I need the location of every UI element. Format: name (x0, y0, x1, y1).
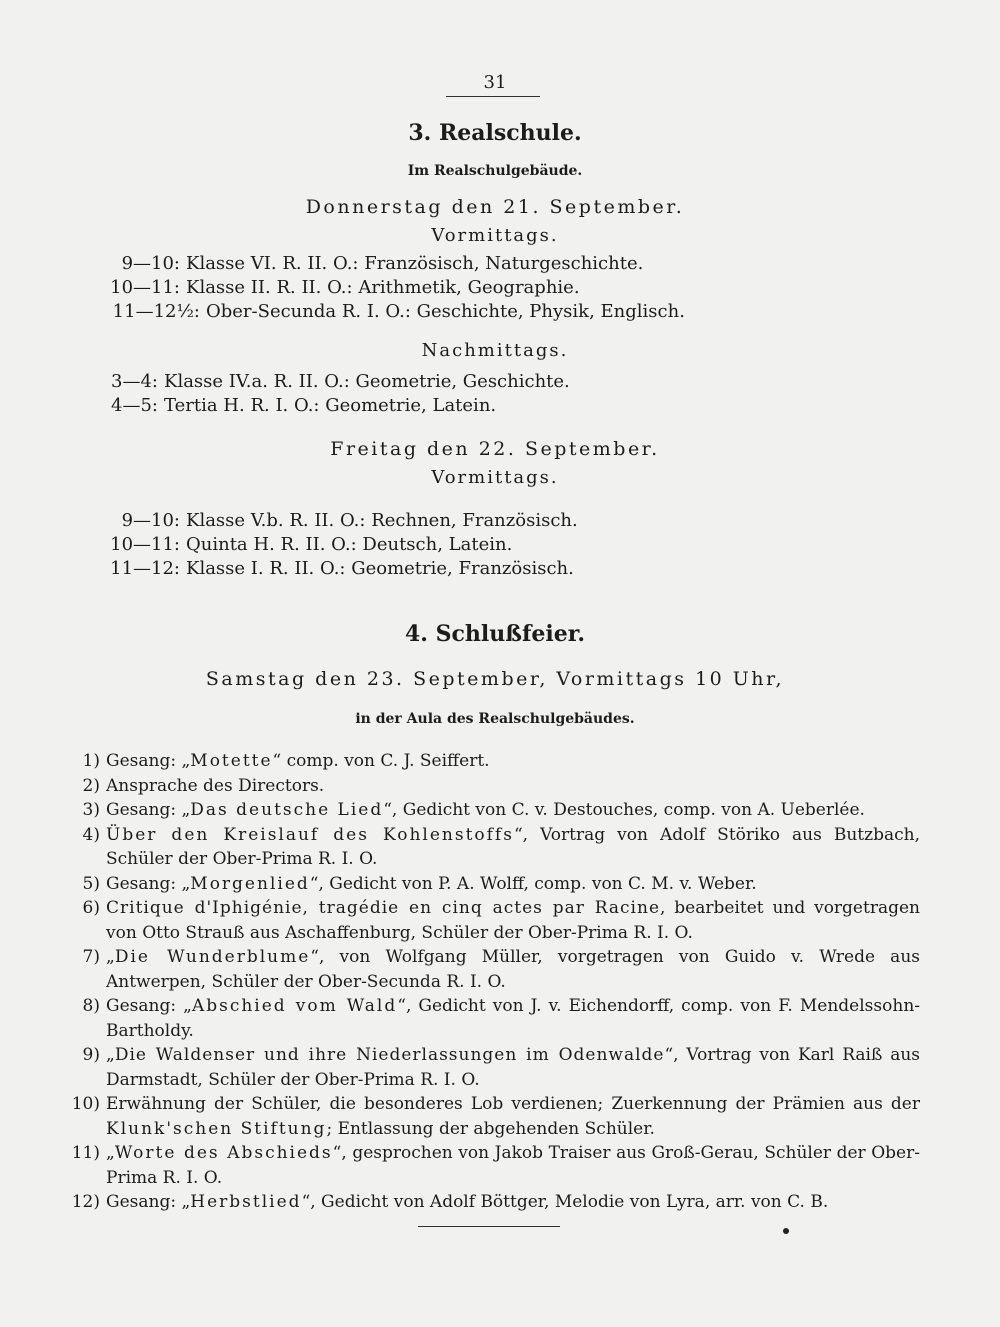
schedule-time: 4—5: (111, 395, 158, 416)
program-item (60, 994, 920, 1043)
program-item-number: 9) (82, 1045, 100, 1065)
program-item-title: Klunk'schen Stiftung (106, 1118, 327, 1139)
program-item (60, 798, 920, 823)
schedule-row (90, 558, 574, 579)
program-item (60, 872, 920, 897)
program-item (60, 1141, 920, 1190)
schedule-text: Quinta H. R. II. O.: Deutsch, Latein. (186, 534, 513, 555)
schlussfeier-location: in der Aula des Realschulgebäudes. (355, 711, 635, 727)
program-item (60, 1190, 920, 1215)
schedule-row (90, 301, 685, 322)
program-item-number: 8) (82, 996, 100, 1016)
program-item-title: Das deutsche Lied (190, 800, 384, 820)
schedule-text: Klasse IV.a. R. II. O.: Geometrie, Geschichte. (164, 371, 570, 392)
realschule-location: Im Realschulgebäude. (407, 163, 583, 179)
schedule-row (90, 534, 512, 555)
program-item-text: Gesang: „Das deutsche Lied“, Gedicht von C. v. Destouches, comp. von A. Ueberlée. (106, 800, 865, 820)
program-item-title: Die Waldenser und ihre Niederlassungen im Odenwalde (114, 1045, 665, 1065)
program-item (60, 1043, 920, 1092)
schedule-row (90, 510, 578, 531)
schedule-time: 3—4: (111, 371, 158, 392)
program-item-text: Gesang: „Abschied vom Wald“, Gedicht von J. v. Eichendorff, comp. von F. Mendelssohn-Bartholdy. (106, 996, 921, 1041)
schedule-time: 9—10: (121, 253, 180, 274)
footer-rule (418, 1226, 560, 1227)
program-item-number: 12) (71, 1192, 100, 1212)
program-item-title: Morgenlied (190, 873, 310, 894)
program-item-text: Gesang: „Morgenlied“, Gedicht von P. A. Wolff, comp. von C. M. v. Weber. (106, 873, 757, 894)
program-item-number: 3) (82, 800, 100, 820)
schedule-text: Klasse I. R. II. O.: Geometrie, Französisch. (186, 558, 574, 579)
day2-date: Freitag den 22. September. (330, 438, 660, 460)
program-item-title: Motette (190, 751, 273, 771)
program-item (60, 823, 920, 872)
section-heading-schlussfeier: 4. Schlußfeier. (404, 621, 586, 647)
program-item-number: 11) (71, 1143, 100, 1163)
program-item-text: Gesang: „Motette“ comp. von C. J. Seiffert. (106, 751, 490, 771)
schedule-row (90, 277, 580, 298)
program-item-number: 4) (82, 824, 100, 845)
program-item (60, 1092, 920, 1141)
program-item (60, 896, 920, 945)
ink-dot (783, 1228, 789, 1234)
schedule-time: 11—12½: (112, 301, 200, 322)
program-item-text: Ansprache des Directors. (106, 775, 325, 796)
program-item-number: 7) (82, 947, 100, 967)
program-item-text: Critique d'Iphigénie, tragédie en cinq actes par Racine, bearbeitet und vorgetragen von Otto Strauß aus Aschaffenburg, Schüler der Ober-Prima R. I. O. (106, 898, 920, 943)
schedule-time: 11—12: (110, 558, 180, 579)
schedule-text: Ober-Secunda R. I. O.: Geschichte, Physik, Englisch. (206, 301, 685, 322)
schedule-text: Klasse VI. R. II. O.: Französisch, Naturgeschichte. (186, 253, 644, 274)
day1-date: Donnerstag den 21. September. (305, 196, 685, 218)
program-item-number: 6) (82, 898, 100, 918)
program-item-title: Über den Kreislauf des Kohlenstoffs (106, 824, 514, 845)
schedule-row (100, 371, 570, 392)
program-item-title: Herbstlied (190, 1192, 302, 1212)
program-item-title: Die Wunderblume (114, 947, 311, 967)
schedule-time: 10—11: (110, 534, 180, 555)
program-item (60, 774, 920, 799)
schlussfeier-date: Samstag den 23. September, Vormittags 10 Uhr, (205, 668, 785, 690)
schedule-text: Klasse II. R. II. O.: Arithmetik, Geographie. (186, 277, 580, 298)
program-item-number: 10) (71, 1094, 100, 1114)
page-number: 31 (483, 72, 507, 93)
program-item-title: Abschied vom Wald (191, 996, 398, 1016)
schedule-row (90, 253, 643, 274)
day1-afternoon-label: Nachmittags. (421, 340, 569, 361)
program-item-text: Gesang: „Herbstlied“, Gedicht von Adolf Böttger, Melodie von Lyra, arr. von C. B. (106, 1192, 829, 1212)
program-item-title: Critique d'Iphigénie, tragédie en cinq actes par Racine (106, 898, 661, 918)
program-item-number: 1) (82, 751, 100, 771)
program-item (60, 945, 920, 994)
program-item-text: „Die Wunderblume“, von Wolfgang Müller, vorgetragen von Guido v. Wrede aus Antwerpen, Schüler der Ober-Secunda R. I. O. (106, 947, 920, 992)
program-item-number: 2) (82, 775, 100, 796)
schedule-text: Tertia H. R. I. O.: Geometrie, Latein. (164, 395, 497, 416)
program-item-text: „Worte des Abschieds“, gesprochen von Jakob Traiser aus Groß-Gerau, Schüler der Ober-Prima R. I. O. (106, 1143, 920, 1188)
section-heading-realschule: 3. Realschule. (408, 120, 582, 146)
day2-morning-label: Vormittags. (431, 467, 559, 488)
schedule-text: Klasse V.b. R. II. O.: Rechnen, Französisch. (186, 510, 578, 531)
schedule-time: 10—11: (110, 277, 180, 298)
program-item (60, 749, 920, 774)
header-rule (446, 96, 540, 97)
day1-morning-label: Vormittags. (431, 225, 559, 246)
schedule-time: 9—10: (121, 510, 180, 531)
program-list (60, 749, 920, 1215)
program-item-number: 5) (82, 873, 100, 894)
schedule-row (100, 395, 496, 416)
program-item-text: Erwähnung der Schüler, die besonderes Lob verdienen; Zuerkennung der Prämien aus der Klunk'schen Stiftung; Entlassung der abgehenden Schüler. (106, 1094, 920, 1139)
program-item-text: Über den Kreislauf des Kohlenstoffs“, Vortrag von Adolf Störiko aus Butzbach, Schüler der Ober-Prima R. I. O. (106, 824, 920, 869)
program-item-text: „Die Waldenser und ihre Niederlassungen im Odenwalde“, Vortrag von Karl Raiß aus Darmstadt, Schüler der Ober-Prima R. I. O. (106, 1045, 921, 1090)
program-item-title: Worte des Abschieds (114, 1143, 333, 1163)
